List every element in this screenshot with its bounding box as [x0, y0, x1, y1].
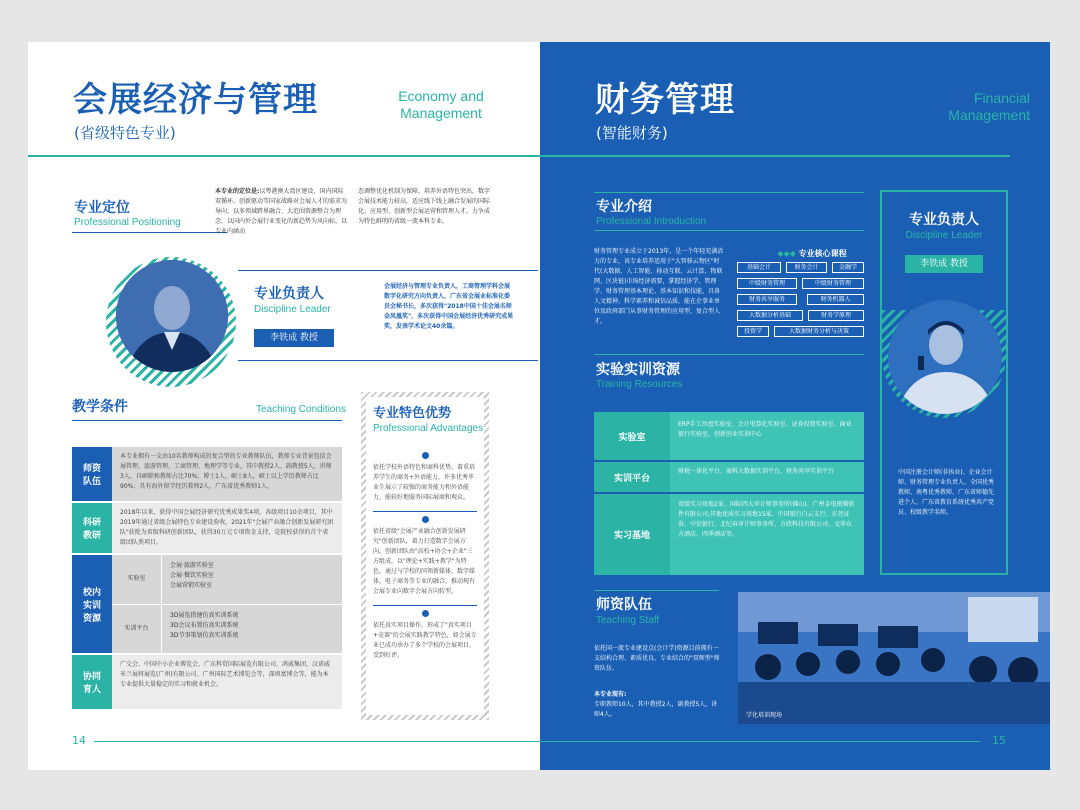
right-leader-name-tag: 李铁成 教授 [905, 255, 983, 273]
teaching-row-collab [72, 655, 342, 709]
positioning-col2: 态调整优化机制为保障，培养外语特色突出，数字会展技术能力较高，适应线下线上融合发展的国际化、应用型、创新型会展运营和管理人才，力争成为特色鲜明的省级一流本科专业。 [358, 188, 491, 225]
course-item: 基础会计 [737, 262, 781, 273]
staff-text: 依托国一流专业建设点(会计学)资源目前拥有一支结构合理、素质优良、专业结合的"双师型"师资队伍。 [594, 645, 720, 672]
teaching-row-text: 广交会、中国中小企业博览会、广东科贸国际展览有限公司、鸿威集团、汉诺威米兰展将展览(广州)有限公司、广州国际艺术博览会等，深圳富博会等，能为本专业提供大量稳定的实习和就业机会。 [112, 655, 342, 709]
course-item: 中级财务管理 [802, 278, 864, 289]
bullet-icon [422, 452, 429, 459]
course-item: 投资学 [737, 326, 769, 337]
staff-title-en: Teaching Staff [596, 615, 660, 626]
teaching-row-label: 师资 队伍 [72, 447, 112, 501]
right-footer-rule [540, 741, 980, 742]
teaching-table [72, 429, 342, 722]
courses-title: ◆◆◆ 专业核心课程 [777, 249, 847, 258]
intro-text: 财务管理专业成立于2013年，是一个年轻充满活力的专业，该专业培养适用于"大智移云物区"时代(大数据、人工智能、移动互联、云计算、物联网、区块链)市场经济需要，掌握经济学、管理学、财务管理基本理论、基本知识和技能，具备人文精神、科学素养和诚信品质，能在企事业单位及政府部门从事财务管理的应用型、复合型人才。 [594, 248, 724, 325]
right-leader-desc: 中国注册会计师(非执业)、企业会计师、财务管理专业负责人、全国优秀教师、南粤优秀教师、广东省师德先进个人、广东省教育系统优秀共产党员、校级教学名师。 [898, 469, 995, 516]
intro-rule-2 [594, 230, 864, 231]
training-row-key: 实习基地 [594, 494, 670, 575]
teaching-subtable [112, 555, 342, 653]
teaching-row-text: 本专业拥有一支由10名教师构成的复合型的专业教师队伍，教师专业背景包括会展管理、旅游管理、工商管理、地理学等专业，其中教授2人、副教授5人，讲师3人，具硕职称教师占比70%；博士1人，硕士8人，硕士以上学历教师占比90%；具有海外留学经历教师2人，广东省优秀教师1人。 [112, 447, 342, 501]
right-leader-title: 专业负责人 [909, 212, 979, 228]
right-leader-title-en: Discipline Leader [905, 230, 983, 241]
intro-title-en: Professional Introduction [596, 216, 707, 227]
course-item: 财务机器人 [807, 294, 864, 305]
page-number-left: 14 [72, 734, 86, 747]
training-photo [738, 592, 1050, 724]
training-title: 实验实训资源 [596, 362, 680, 378]
training-row-val: 省级实习基地2家、国际四大审计师事务所(佛山)、广州金电图腾软件有限公司;其他优质实习基地15家、中国银行白云支行、东莞证券、中信银行、北纪春审计师事务所、方欣科技有限公司、文华东方酒店、四季酒店等。 [670, 494, 864, 575]
leader-name-tag: 李铁成 教授 [254, 329, 334, 347]
left-footer-rule [94, 741, 540, 742]
intro-title: 专业介绍 [596, 199, 652, 215]
advantages-title-en: Professional Advantages [373, 423, 484, 434]
course-item: 财务共享服务 [737, 294, 797, 305]
right-title: 财务管理 [595, 80, 735, 120]
teaching-subrow-key: 实训平台 [112, 605, 162, 654]
teaching-row-label: 校内 实训 资源 [72, 555, 112, 653]
teaching-row-text: 2018年以来，获得中国会展经济研究优秀成果奖4项，各级项目10余项目，其中2019年通过省级会展特色专业建设验收，2021年"会展产业融合创新发展研究团队"获批为省级科研创新团队，获得30万元专项资金支持，是院校获得的首个省级团队类项目。 [112, 503, 342, 553]
teaching-subrow-key: 实验室 [112, 555, 162, 604]
teaching-title-en: Teaching Conditions [256, 404, 347, 415]
left-title: 会展经济与管理 [73, 80, 318, 120]
positioning-title-en: Professional Positioning [74, 217, 181, 228]
photo-caption: 学化培训现场 [746, 712, 783, 719]
training-title-en: Training Resources [596, 379, 683, 390]
training-row [594, 412, 864, 460]
teaching-subrow-val: 3D展览搭建仿真实训系统 3D会议布置仿真实训系统 3D节事策划仿真实训系统 [170, 611, 239, 639]
right-header-rule [540, 155, 1010, 157]
leader-photo [116, 260, 228, 372]
bullet-icon [422, 610, 429, 617]
course-item: 大数据分析基础 [737, 310, 803, 321]
course-item: 财务学原理 [808, 310, 864, 321]
bullet-icon [422, 516, 429, 523]
teaching-rule [72, 420, 342, 421]
right-title-en-1: Financial [973, 90, 1030, 106]
right-subtitle: (智能财务) [596, 124, 668, 142]
right-page [540, 42, 1050, 770]
teaching-row-staff [72, 447, 342, 501]
left-page [28, 42, 540, 770]
intro-rule [594, 192, 864, 193]
teaching-row-resources [72, 555, 342, 653]
left-header-rule [28, 155, 540, 157]
teaching-subrow [112, 555, 342, 605]
course-item: 中级财务管理 [737, 278, 797, 289]
training-row-key: 实验室 [594, 412, 670, 460]
teaching-title: 教学条件 [72, 399, 128, 415]
staff-rule [594, 590, 719, 591]
page-number-right: 15 [992, 734, 1006, 747]
left-subtitle: (省级特色专业) [74, 124, 176, 142]
teaching-row-research [72, 503, 342, 553]
teaching-row-label: 科研 教研 [72, 503, 112, 553]
course-item: 财务会计 [786, 262, 827, 273]
positioning-title: 专业定位 [74, 200, 130, 216]
positioning-rule [72, 232, 227, 233]
staff-count-title: 本专业现有: [594, 691, 627, 698]
advantage-item [373, 452, 477, 503]
course-item: 金融学 [832, 262, 864, 273]
leader-desc: 会展经济与管理专业负责人，工商管理学科会展数字化研究方向负责人，广东省会展业标准化委员会秘书长，多次获得"2018中国十佳会展名师金凤凰奖"，多次获得中国会展经济优秀研究成果奖，发表学术论文40余篇。 [384, 283, 514, 330]
teaching-subrow-val: 会展·旅游实验室 会展·餐饮实验室 会展营销实验室 [170, 562, 214, 589]
course-item: 大数据财务分析与决策 [774, 326, 864, 337]
leader-title: 专业负责人 [254, 286, 324, 302]
teaching-row-label: 协同 育人 [72, 655, 112, 709]
advantages-box [361, 392, 489, 720]
training-table [594, 412, 864, 575]
training-rule [594, 354, 864, 355]
right-title-en-2: Management [948, 107, 1030, 123]
training-row-val: 财税一体化平台、商科大数据实训平台、财务共享实训平台 [670, 462, 864, 492]
advantage-text: 依托真实项目操作，形成了"真实项目+竞赛"的会展实践教学特色，如会展专业已成功承办了多个学校的会展项目，受到好评。 [373, 622, 477, 659]
leader-title-en: Discipline Leader [254, 304, 331, 315]
teaching-subrow [112, 605, 342, 654]
advantage-text: 依托学校外语特色和商科优势，着重培养学生的商务+外语能力，许多优秀毕业生展示了较强的商务能力和外语能力，能较好地服务国际展商和观众。 [373, 464, 476, 501]
right-leader-photo [888, 300, 1002, 414]
leader-top-rule [238, 270, 538, 271]
leader-bottom-rule [238, 360, 538, 361]
training-row [594, 494, 864, 575]
left-title-en-1: Economy and [398, 88, 484, 104]
advantage-item [373, 511, 477, 597]
advantage-text: 依托省级"会展产业融合创新发展研究"创新团队，着力打造数字会展方向，创新团队由"高校+协会+企业"三方组成，以"理论+实践+教学"为特色，通过与学校的同领新媒体、数字媒体、电子商务等专业的融合，推动现有会展专业向数字会展方向转型。 [373, 528, 476, 595]
positioning-col1: 本专业的定位是:以粤港澳大湾区建设、国内国际双循环、创新驱动等国家战略对会展人才的需求为导向，以多领域跨界融合、大范围资源整合为理念，以国内外会展行业变化的新趋势为风向标，以专业内涵动 [215, 188, 348, 235]
staff-count: 专职教师10人，其中教授2人，副教授5人，讲师4人。 [594, 701, 718, 718]
staff-title: 师资队伍 [596, 597, 652, 613]
training-row [594, 462, 864, 492]
left-title-en-2: Management [400, 105, 482, 121]
training-row-val: ERP手工沙盘实验室、会计电算化实验室、证券投资实验室、商业银行实验室、创新创业实训中心 [670, 412, 864, 460]
advantages-title: 专业特色优势 [373, 406, 452, 421]
advantage-item [373, 605, 477, 661]
training-row-key: 实训平台 [594, 462, 670, 492]
